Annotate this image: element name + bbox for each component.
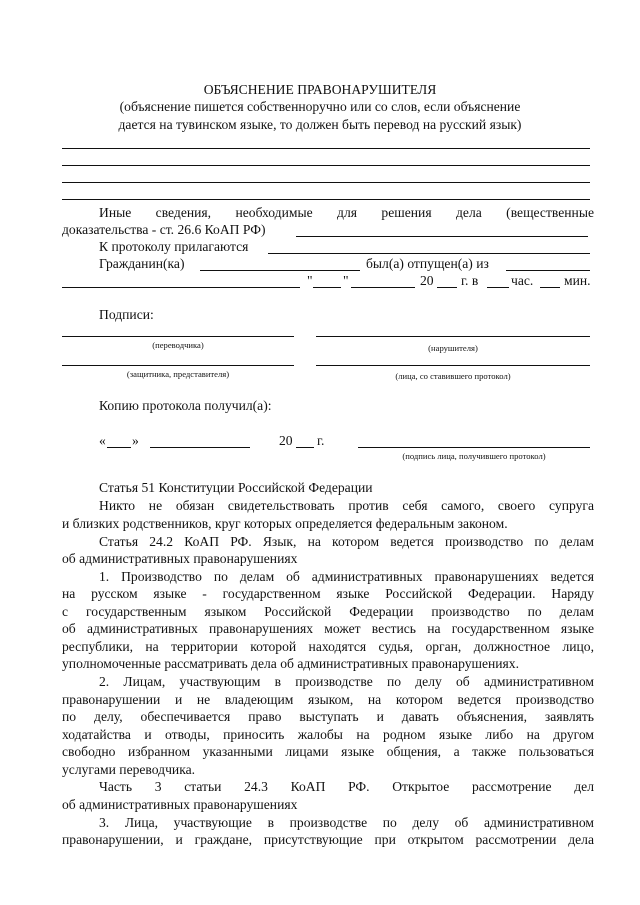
art51-title: Статья 51 Конституции Российской Федерации [99,480,373,495]
p1-line-1: 1. Производство по делам об административных правонарушениях ведется [99,569,594,584]
released-from-field[interactable] [506,270,590,271]
attached-label: К протоколу прилагаются [99,239,249,254]
copy-date-quote-open: « [99,433,106,448]
defender-signature-line[interactable] [62,365,294,366]
p2-line-3: по делу, обеспечивается право выступать и давать объяснения, заявлять [62,709,594,724]
translator-caption: (переводчика) [152,340,204,350]
art242-title-line-2: об административных правонарушениях [62,551,298,566]
art243-title-line-2: об административных правонарушениях [62,797,298,812]
art51-line-1: Никто не обязан свидетельствовать против себя самого, своего супруга [99,498,594,513]
p2-line-2: правонарушении и не владеющим языком, на котором ведется производство [62,692,594,707]
p3-line-2: правонарушении, и граждане, присутствующие при открытом рассмотрении дела [62,832,594,847]
p1-line-2: на русском языке - государственном языке Российской Федерации. Наряду [62,586,594,601]
release-year-field[interactable] [437,287,457,288]
p2-line-5: свободно избранном указанными лицами языке общения, а также пользоваться [62,744,594,759]
copy-day-field[interactable] [107,447,131,448]
official-signature-line[interactable] [316,365,590,366]
copy-received-label: Копию протокола получил(а): [99,398,272,413]
attached-field[interactable] [268,253,590,254]
evidence-label-line-2: доказательства - ст. 26.6 КоАП РФ) [62,222,266,237]
p1-line-3: с государственным языком Российской Федерации производство по делам [62,604,594,619]
release-hour-field[interactable] [487,287,509,288]
art51-line-2: и близких родственников, круг которых определяется федеральным законом. [62,516,508,531]
art243-title-line-1: Часть 3 статьи 24.3 КоАП РФ. Открытое рассмотрение дел [99,779,594,794]
evidence-label-line-1: Иные сведения, необходимые для решения дела (вещественные [99,205,594,220]
copy-signature-caption: (подпись лица, получившего протокол) [402,451,546,461]
released-label: был(а) отпущен(а) из [366,256,489,271]
g-v-label: г. в [461,273,479,288]
date-quote-open: " [307,273,313,288]
p2-line-4: ходатайства и отводы, приносить жалобы на родном языке либо на другом [62,727,594,742]
copy-year-field[interactable] [296,447,314,448]
violator-signature-line[interactable] [316,336,590,337]
official-caption: (лица, со ставившего протокол) [395,371,511,381]
evidence-field[interactable] [296,236,588,237]
copy-signature-line[interactable] [358,447,590,448]
translator-signature-line[interactable] [62,336,294,337]
p2-line-1: 2. Лицам, участвующим в производстве по делу об административном [99,674,594,689]
p3-line-1: 3. Лица, участвующие в производстве по делу об административном [99,815,594,830]
release-month-field[interactable] [351,287,415,288]
minute-label: мин. [564,273,591,288]
copy-year-suffix: г. [317,433,325,448]
violator-caption: (нарушителя) [428,343,478,353]
signatures-heading: Подписи: [99,307,154,322]
copy-date-quote-close: » [132,433,139,448]
explanation-line-3[interactable] [62,182,590,183]
art242-title-line-1: Статья 24.2 КоАП РФ. Язык, на котором ведется производство по делам [99,534,594,549]
document-subtitle-line-2: дается на тувинском языке, то должен быть перевод на русский язык) [118,117,522,132]
date-quote-close: " [343,273,349,288]
copy-month-field[interactable] [150,447,250,448]
p1-line-6: уполномоченные рассматривать дела об административных правонарушениях. [62,656,520,671]
explanation-line-2[interactable] [62,165,590,166]
explanation-line-4[interactable] [62,199,590,200]
explanation-line-1[interactable] [62,148,590,149]
copy-year-prefix: 20 [279,433,293,448]
released-place-field[interactable] [62,287,300,288]
defender-caption: (защитника, представителя) [126,369,230,379]
citizen-name-field[interactable] [200,270,360,271]
citizen-label: Гражданин(ка) [99,256,185,271]
p1-line-5: республики, на территории которой находятся судья, орган, должностное лицо, [62,639,594,654]
release-day-field[interactable] [313,287,341,288]
p1-line-4: об административных правонарушениях может вестись на государственном языке [62,621,594,636]
document-subtitle-line-1: (объяснение пишется собственноручно или со слов, если объяснение [119,99,521,114]
hour-label: час. [511,273,534,288]
p2-line-6: услугами переводчика. [62,762,196,777]
document-title: ОБЪЯСНЕНИЕ ПРАВОНАРУШИТЕЛЯ [203,82,437,97]
release-year-prefix: 20 [420,273,434,288]
release-minute-field[interactable] [540,287,560,288]
